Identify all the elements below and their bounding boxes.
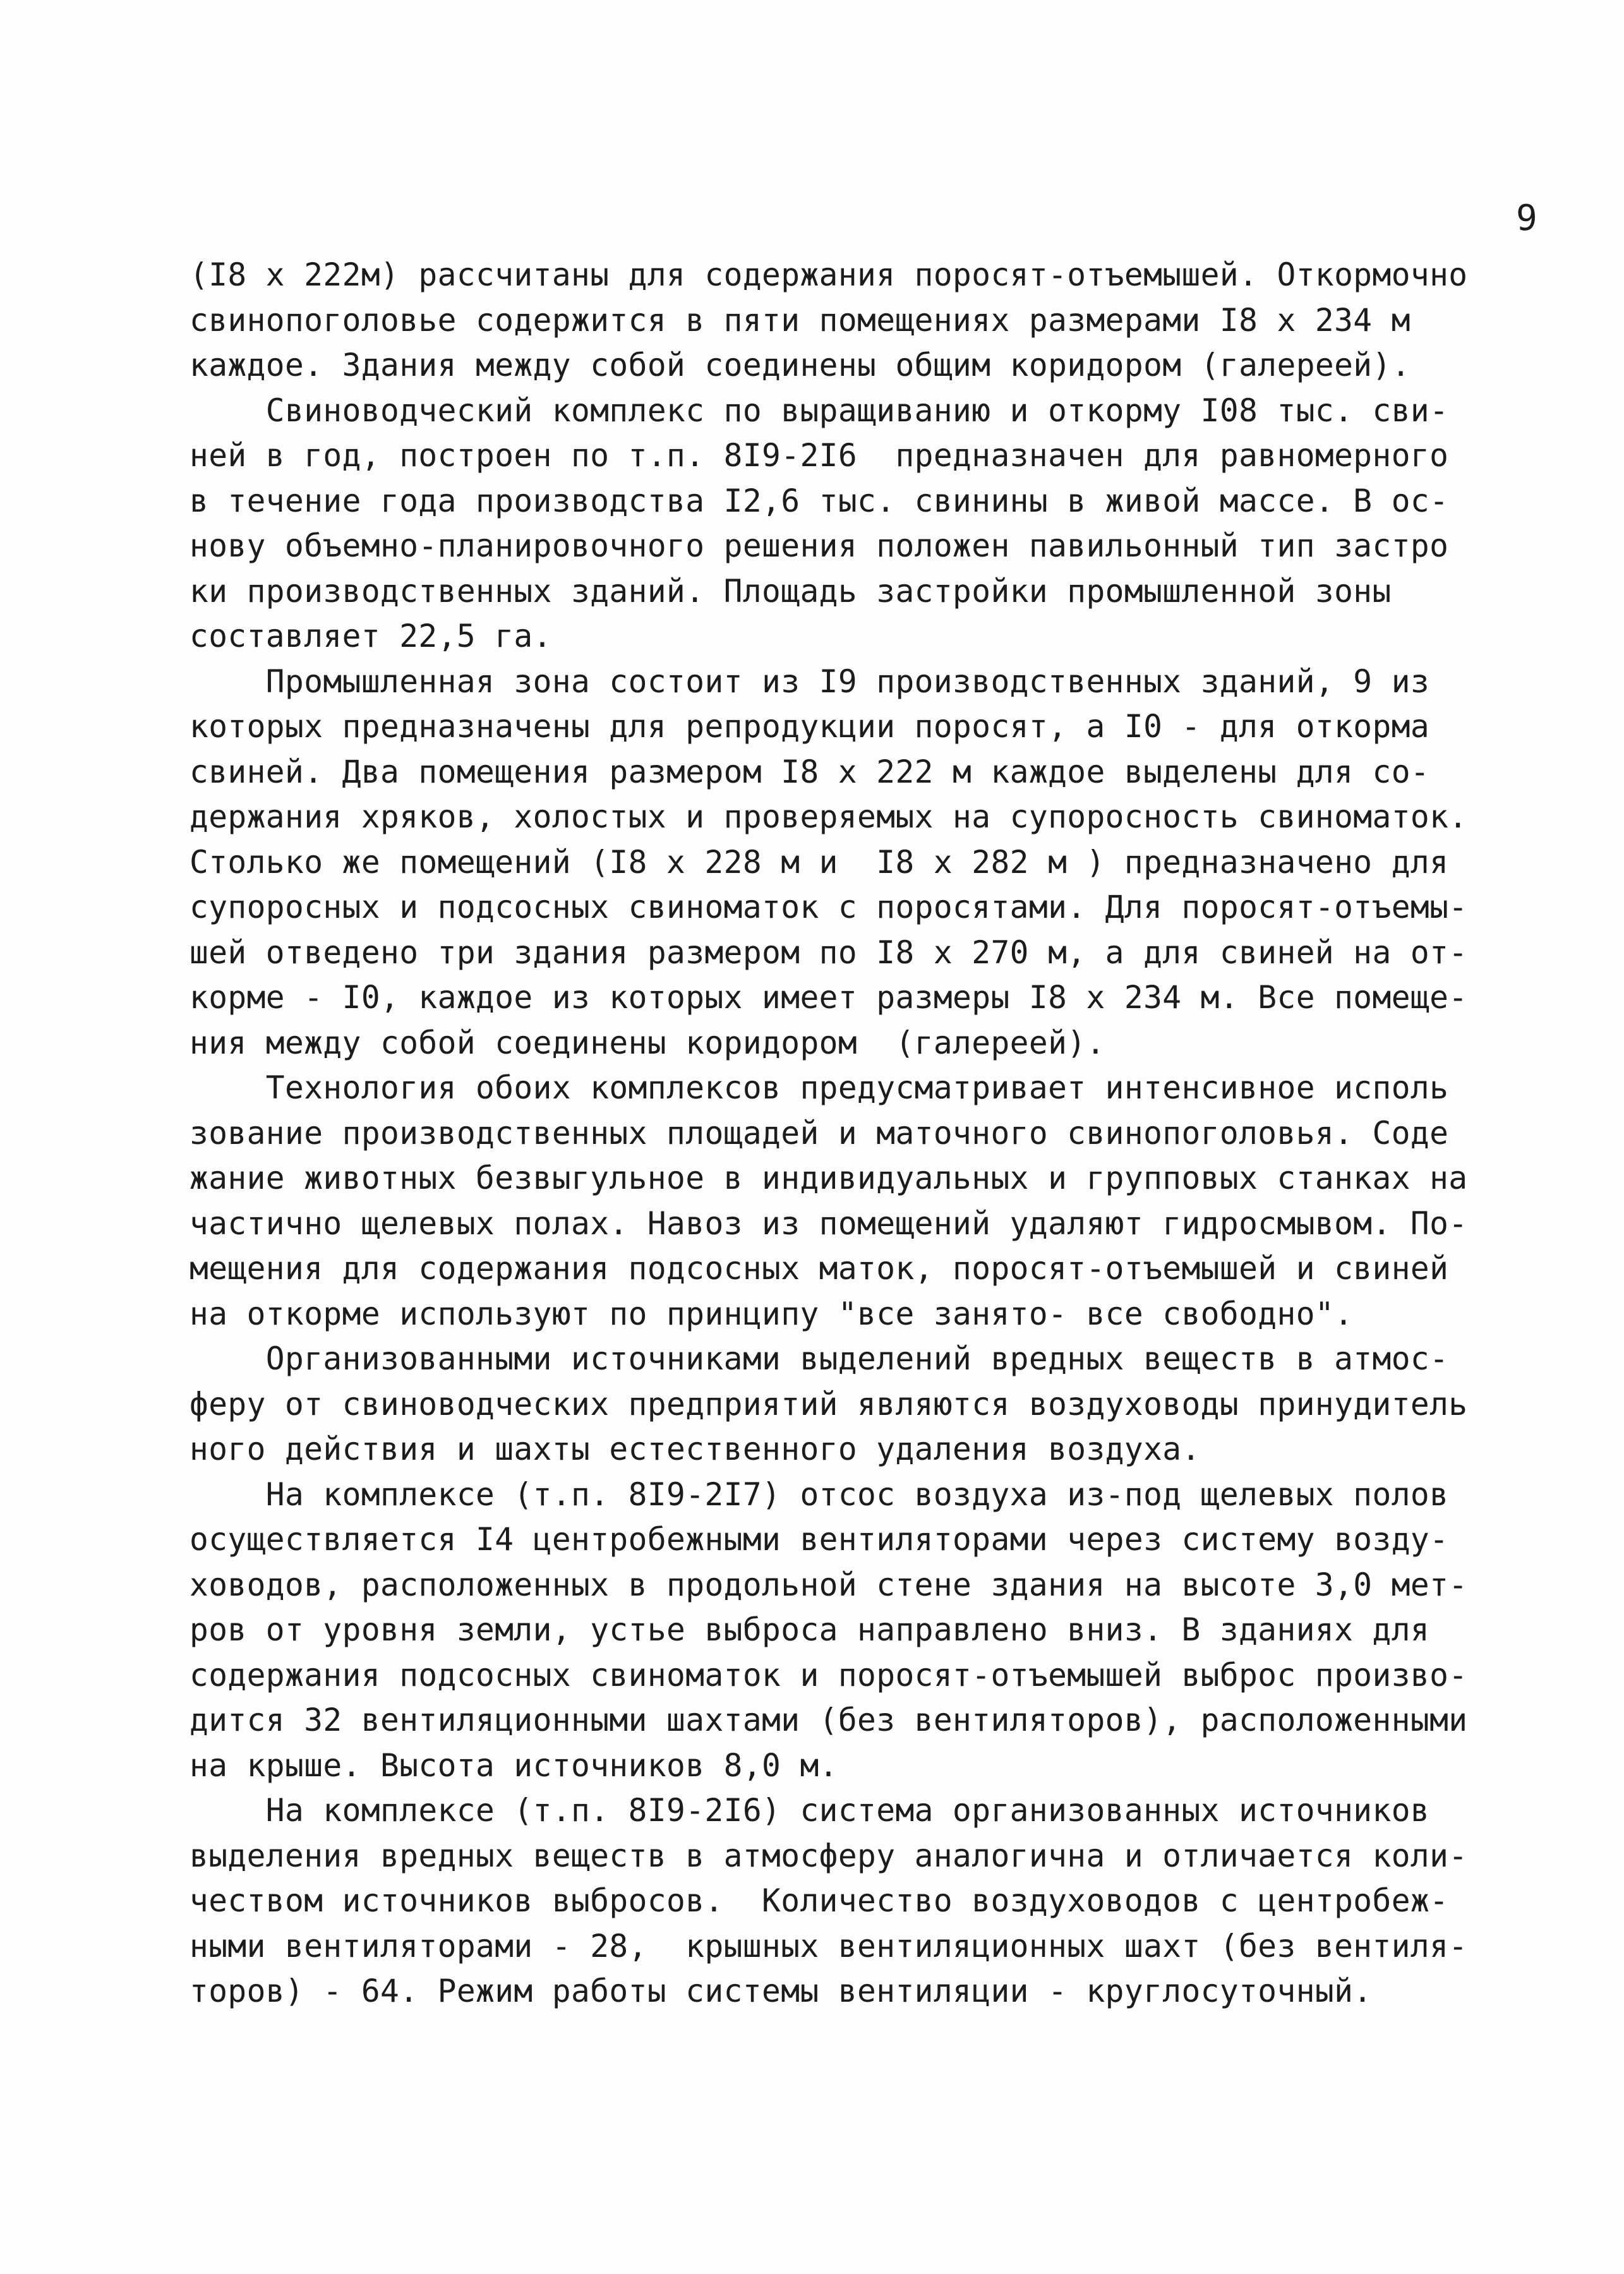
text-line: в течение года производства I2,6 тыс. свинины в живой массе. В ос- <box>189 482 1449 519</box>
text-line: зование производственных площадей и маточного свинопоголовья. Соде <box>189 1114 1449 1152</box>
text-line: составляет 22,5 га. <box>189 618 552 654</box>
text-line: ховодов, расположенных в продольной стене здания на высоте 3,0 мет- <box>189 1566 1468 1603</box>
text-line: Столько же помещений (I8 x 228 м и I8 x 282 м ) предназначено для <box>189 843 1449 881</box>
text-line: выделения вредных веществ в атмосферу аналогична и отличается коли- <box>189 1837 1468 1874</box>
text-line: феру от свиноводческих предприятий являются воздуховоды принудитель <box>189 1385 1468 1423</box>
text-line: частично щелевых полах. Навоз из помещений удаляют гидросмывом. По- <box>189 1205 1468 1242</box>
text-line: осуществляется I4 центробежными вентиляторами через систему возду- <box>189 1521 1449 1558</box>
text-line: торов) - 64. Режим работы системы вентиляции - круглосуточный. <box>189 1973 1373 2009</box>
text-line: свинопоголовье содержится в пяти помещениях размерами I8 x 234 м <box>189 301 1410 339</box>
text-line: ров от уровня земли, устье выброса направлено вниз. В зданиях для <box>189 1611 1430 1648</box>
text-line: жание животных безвыгульное в индивидуальных и групповых станках на <box>189 1160 1468 1196</box>
text-line: мещения для содержания подсосных маток, поросят-отъемышей и свиней <box>189 1250 1449 1287</box>
text-line: которых предназначены для репродукции поросят, а I0 - для откорма <box>189 708 1430 745</box>
text-line: ней в год, построен по т.п. 8I9-2I6 предназначен для равномерного <box>189 437 1449 474</box>
text-line: Промышленная зона состоит из I9 производственных зданий, 9 из <box>189 663 1430 700</box>
text-line: на крыше. Высота источников 8,0 м. <box>189 1747 838 1784</box>
text-line: ки производственных зданий. Площадь застройки промышленной зоны <box>189 572 1392 610</box>
text-line: ного действия и шахты естественного удаления воздуха. <box>189 1431 1201 1467</box>
text-line: ными вентиляторами - 28, крышных вентиляционных шахт (без вентиля- <box>189 1927 1468 1964</box>
text-line: нову объемно-планировочного решения положен павильонный тип застро <box>189 527 1449 564</box>
text-line: на откорме используют по принципу "все занято- все свободно". <box>189 1295 1354 1332</box>
text-line: держания хряков, холостых и проверяемых на супоросность свиноматок. <box>189 798 1468 835</box>
text-line: шей отведено три здания размером по I8 x 270 м, а для свиней на от- <box>189 934 1468 971</box>
text-line: супоросных и подсосных свиноматок с поросятами. Для поросят-отъемы- <box>189 889 1468 925</box>
page-number: 9 <box>1516 198 1537 239</box>
text-line: каждое. Здания между собой соединены общим коридором (галереей). <box>189 347 1410 383</box>
text-line: корме - I0, каждое из которых имеет размеры I8 x 234 м. Все помеще- <box>189 979 1468 1016</box>
text-line: Свиноводческий комплекс по выращиванию и откорму I08 тыс. сви- <box>189 392 1449 429</box>
text-line: чеством источников выбросов. Количество воздуховодов с центробеж- <box>189 1882 1449 1919</box>
text-line: На комплексе (т.п. 8I9-2I6) система организованных источников <box>189 1792 1430 1829</box>
body-text <box>189 253 1573 2014</box>
text-line: На комплексе (т.п. 8I9-2I7) отсос воздуха из-под щелевых полов <box>189 1476 1449 1513</box>
text-line: ния между собой соединены коридором (галереей). <box>189 1024 1105 1061</box>
text-line: дится 32 вентиляционными шахтами (без вентиляторов), расположенными <box>189 1702 1468 1738</box>
text-line: свиней. Два помещения размером I8 x 222 м каждое выделены для со- <box>189 753 1430 790</box>
text-line: (I8 x 222м) рассчитаны для содержания поросят-отъемышей. Откормочно <box>189 256 1468 293</box>
text-line: Технология обоих комплексов предусматривает интенсивное исполь <box>189 1069 1449 1106</box>
text-line: содержания подсосных свиноматок и поросят-отъемышей выброс произво- <box>189 1656 1468 1693</box>
text-line: Организованными источниками выделений вредных веществ в атмос- <box>189 1340 1449 1377</box>
